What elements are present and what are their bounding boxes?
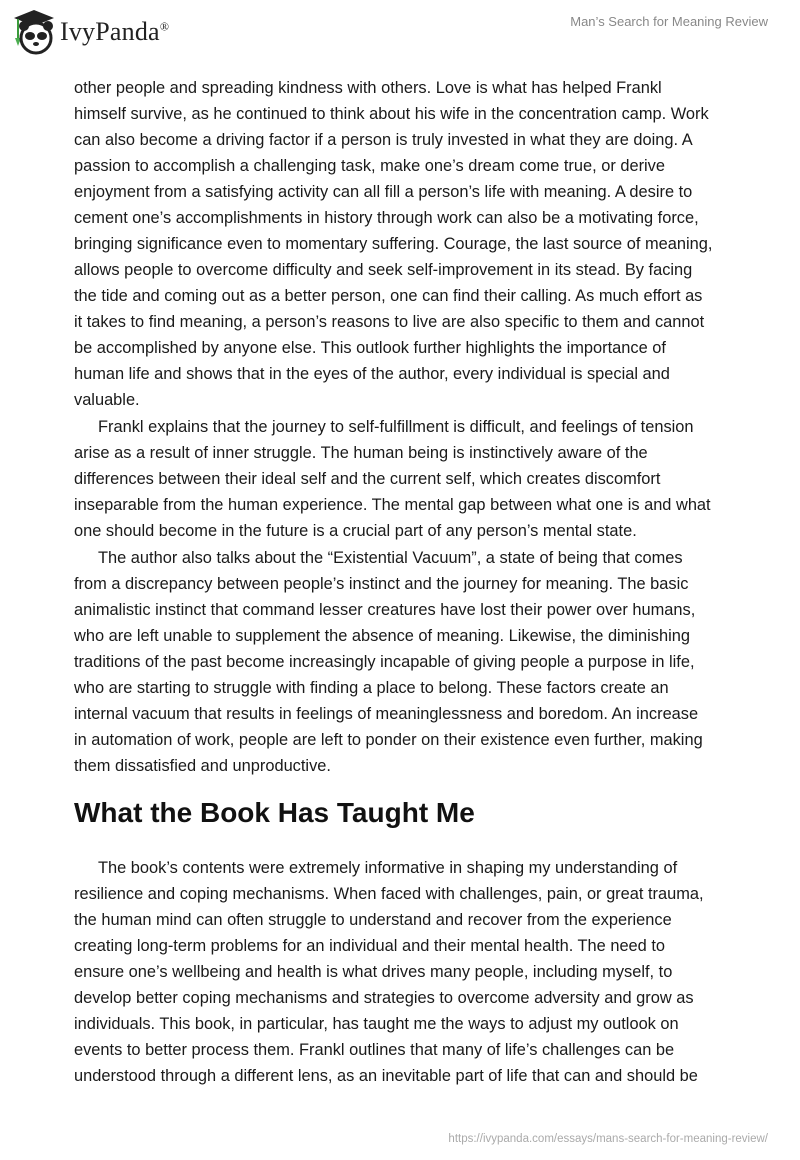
text-line: inseparable from the human experience. The mental gap between what one is and what [74,496,711,514]
text-line: individuals. This book, in particular, has taught me the ways to adjust my outlook on [74,1015,679,1033]
text-line: resilience and coping mechanisms. When faced with challenges, pain, or great trauma, [74,885,704,903]
text-line: be accomplished by anyone else. This outlook further highlights the importance of [74,339,666,357]
ivypanda-logo[interactable] [12,8,169,56]
text-line: can also become a driving factor if a person is truly invested in what they are doing. A [74,131,693,149]
text-line: one should become in the future is a crucial part of any person’s mental state. [74,522,637,540]
text-line: who are starting to struggle with finding a place to belong. These factors create an [74,679,669,697]
text-line: in automation of work, people are left to ponder on their existence even further, making [74,731,703,749]
text-line: The author also talks about the “Existential Vacuum”, a state of being that comes [98,549,683,567]
section-heading: What the Book Has Taught Me [74,797,475,828]
paragraphs-after-heading [74,855,734,1089]
page-header [0,0,800,60]
paragraphs-before-heading [74,75,734,779]
text-line: ensure one’s wellbeing and health is what drives many people, including myself, to [74,963,673,981]
text-line: develop better coping mechanisms and strategies to overcome adversity and grow as [74,989,694,1007]
text-line: enjoyment from a satisfying activity can all fill a person’s life with meaning. A desire to [74,183,693,201]
text-line: The book’s contents were extremely informative in shaping my understanding of [98,859,678,877]
text-line: understood through a different lens, as an inevitable part of life that can and should be [74,1067,698,1085]
text-line: other people and spreading kindness with others. Love is what has helped Frankl [74,79,662,97]
panda-graduate-icon [12,8,56,56]
logo-wordmark: IvyPanda [60,17,160,46]
text-line: traditions of the past become increasingly incapable of giving people a purpose in life, [74,653,695,671]
text-line: internal vacuum that results in feelings of meaninglessness and boredom. An increase [74,705,699,723]
text-line: who are left unable to supplement the absence of meaning. Likewise, the diminishing [74,627,690,645]
text-line: differences between their ideal self and the current self, which creates discomfort [74,470,661,488]
text-line: them dissatisfied and unproductive. [74,757,331,775]
essay-content [74,75,734,1090]
text-line: Frankl explains that the journey to self-fulfillment is difficult, and feelings of tension [98,418,694,436]
text-line: events to better process them. Frankl outlines that many of life’s challenges can be [74,1041,675,1059]
text-line: arise as a result of inner struggle. The human being is instinctively aware of the [74,444,648,462]
text-line: allows people to overcome difficulty and seek self-improvement in its stead. By facing [74,261,693,279]
paragraph [74,545,734,779]
document-title: Man’s Search for Meaning Review [570,14,768,29]
logo-text [60,17,169,47]
paragraph [74,75,734,413]
text-line: the tide and coming out as a better person, one can find their calling. As much effort as [74,287,703,305]
text-line: the human mind can often struggle to understand and recover from the experience [74,911,672,929]
text-line: animalistic instinct that command lesser creatures have lost their power over humans, [74,601,696,619]
text-line: bringing significance even to momentary suffering. Courage, the last source of meaning, [74,235,713,253]
text-line: human life and shows that in the eyes of the author, every individual is special and [74,365,670,383]
text-line: valuable. [74,391,140,409]
text-line: himself survive, as he continued to think about his wife in the concentration camp. Work [74,105,709,123]
paragraph [74,414,734,544]
text-line: creating long-term problems for an individual and their mental health. The need to [74,937,666,955]
source-url[interactable]: https://ivypanda.com/essays/mans-search-for-meaning-review/ [448,1133,768,1145]
text-line: cement one’s accomplishments in history through work can also be a motivating force, [74,209,699,227]
text-line: from a discrepancy between people’s instinct and the journey for meaning. The basic [74,575,689,593]
text-line: it takes to find meaning, a person’s reasons to live are also specific to them and cannot [74,313,705,331]
paragraph [74,855,734,1089]
text-line: passion to accomplish a challenging task, make one’s dream come true, or derive [74,157,665,175]
registered-mark: ® [159,19,170,34]
